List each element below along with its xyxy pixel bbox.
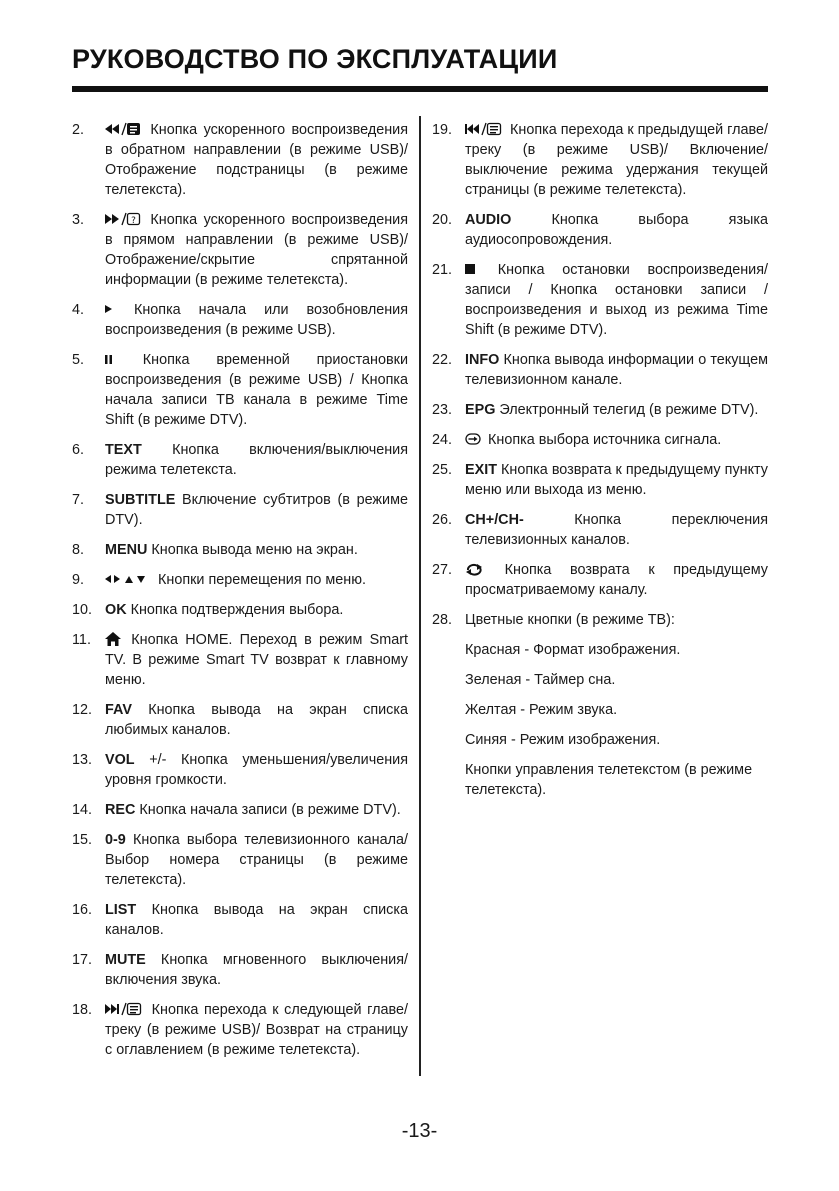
color-button-blue: Синяя - Режим изображения. (465, 732, 661, 748)
item-number: 21. (432, 262, 453, 278)
item-text: Кнопка перехода к следующей главе/треку (в режиме USB)/ Возврат на страницу с оглавлением (в режиме телетекста). (105, 1002, 408, 1058)
item-number: 10. (72, 602, 93, 618)
item-text: Кнопка выбора источника сигнала. (484, 432, 722, 448)
item-number: 9. (72, 572, 85, 588)
list-item (72, 120, 408, 200)
item-text: Электронный телегид (в режиме DTV). (495, 402, 759, 418)
item-text: Кнопка начала или возобновления воспроизведения (в режиме USB). (105, 302, 408, 338)
button-key-label: AUDIO (465, 212, 512, 228)
item-number: 2. (72, 122, 85, 138)
item-number: 19. (432, 122, 453, 138)
item-text: Кнопка уменьшения/увеличения уровня громкости. (105, 752, 408, 788)
item-number: 6. (72, 442, 85, 458)
item-text: Кнопка остановки воспроизведения/ записи / Кнопка остановки записи / воспроизведения и выход из режима Time Shift (в режиме DTV). (465, 262, 768, 338)
item-text: Кнопка подтверждения выбора. (126, 602, 344, 618)
list-item (72, 1000, 408, 1060)
list-item (432, 610, 768, 630)
home-icon (105, 632, 121, 646)
item-text: Кнопка ускоренного воспроизведения в прямом направлении (в режиме USB)/ Отображение/скрытие спрятанной информации (в режиме телетекста). (105, 212, 408, 288)
item-text: Кнопка вывода на экран списка любимых каналов. (105, 702, 408, 738)
button-key-label: REC (105, 802, 136, 818)
item-text: Кнопка мгновенного выключения/ включения звука. (105, 952, 408, 988)
item-number: 25. (432, 462, 453, 478)
list-item (72, 830, 408, 890)
item-number: 22. (432, 352, 453, 368)
item-number: 13. (72, 752, 93, 768)
page-number: -13- (401, 1120, 438, 1142)
item-number: 27. (432, 562, 453, 578)
item-text: Кнопка ускоренного воспроизведения в обратном направлении (в режиме USB)/ Отображение подстраницы (в режиме телетекста). (105, 122, 408, 198)
item-number: 7. (72, 492, 85, 508)
arrow-keys-icon (105, 572, 151, 586)
button-key-label: FAV (105, 702, 132, 718)
item-number: 24. (432, 432, 453, 448)
column-divider (419, 116, 421, 1076)
teletext-controls-note: Кнопки управления телетекстом (в режиме телетекста). (465, 762, 753, 798)
pause-icon (105, 352, 113, 366)
left-column (72, 120, 408, 1070)
list-item (72, 570, 408, 590)
item-number: 26. (432, 512, 453, 528)
button-key-label: OK (105, 602, 127, 618)
item-text: Кнопка вывода меню на экран. (147, 542, 358, 558)
list-item (72, 440, 408, 480)
list-item (72, 350, 408, 430)
list-item (72, 490, 408, 530)
button-key-label: VOL (105, 752, 135, 768)
svg-text:?: ? (131, 216, 136, 226)
item-text: Кнопка вывода на экран списка каналов. (105, 902, 408, 938)
list-item (432, 350, 768, 390)
color-button-green: Зеленая - Таймер сна. (465, 672, 616, 688)
button-key-label: EXIT (465, 462, 497, 478)
item-number: 15. (72, 832, 93, 848)
list-item (72, 630, 408, 690)
color-button-yellow: Желтая - Режим звука. (465, 702, 618, 718)
color-button-red: Красная - Формат изображения. (465, 642, 681, 658)
item-number: 8. (72, 542, 85, 558)
list-item (72, 540, 408, 560)
source-icon (465, 432, 481, 446)
item-number: 12. (72, 702, 93, 718)
recall-icon (465, 562, 483, 576)
item-text: Включение субтитров (в режиме DTV). (105, 492, 408, 528)
button-key-suffix: +/- (134, 752, 167, 768)
play-icon (105, 302, 113, 316)
button-key-label: 0-9 (105, 832, 126, 848)
item-text: Кнопки перемещения по меню. (154, 572, 367, 588)
list-item (72, 600, 408, 620)
item-text: Кнопка временной приостановки воспроизведения (в режиме USB) / Кнопка начала записи ТВ канала в режиме Time Shift (в режиме DTV). (105, 352, 408, 428)
list-item (432, 560, 768, 600)
list-item (72, 700, 408, 740)
button-key-label: MENU (105, 542, 148, 558)
right-column (432, 120, 768, 810)
prev-hold-icon (465, 122, 503, 136)
list-item (432, 400, 768, 420)
item-number: 17. (72, 952, 93, 968)
item-number: 18. (72, 1002, 93, 1018)
list-item (432, 260, 768, 340)
item-text: Кнопка перехода к предыдущей главе/треку (в режиме USB)/ Включение/ выключение режима удержания текущей страницы (в режиме телетекста). (465, 122, 768, 198)
list-item (432, 430, 768, 450)
button-key-label: INFO (465, 352, 500, 368)
item-number: 16. (72, 902, 93, 918)
item-text: Кнопка возврата к предыдущему пункту меню или выхода из меню. (465, 462, 768, 498)
button-key-label: CH+/CH- (465, 512, 524, 528)
item-text: Кнопка HOME. Переход в режим Smart TV. В режиме Smart TV возврат к главному меню. (105, 632, 408, 688)
button-key-label: SUBTITLE (105, 492, 176, 508)
fast-forward-reveal-icon (105, 212, 141, 226)
item-text: Цветные кнопки (в режиме ТВ): (465, 612, 675, 628)
list-item (72, 950, 408, 990)
button-key-label: MUTE (105, 952, 146, 968)
title-rule (72, 86, 768, 92)
item-text: Кнопка выбора телевизионного канала/ Выбор номера страницы (в режиме телетекста). (105, 832, 408, 888)
stop-icon (465, 262, 477, 276)
list-item (72, 750, 408, 790)
item-text: Кнопка переключения телевизионных каналов. (465, 512, 768, 548)
list-item (72, 210, 408, 290)
item-number: 4. (72, 302, 85, 318)
item-text: Кнопка выбора языка аудиосопровождения. (465, 212, 768, 248)
item-number: 20. (432, 212, 453, 228)
list-item (432, 510, 768, 550)
item-number: 23. (432, 402, 453, 418)
button-key-label: TEXT (105, 442, 142, 458)
item-number: 11. (72, 632, 91, 648)
list-item (432, 460, 768, 500)
list-item (72, 900, 408, 940)
item-number: 3. (72, 212, 85, 228)
item-number: 28. (432, 612, 453, 628)
button-key-label: EPG (465, 402, 496, 418)
list-item (72, 300, 408, 340)
item-text: Кнопка возврата к предыдущему просматриваемому каналу. (465, 562, 768, 598)
list-item (72, 800, 408, 820)
next-index-icon (105, 1002, 143, 1016)
item-text: Кнопка включения/выключения режима телетекста. (105, 442, 408, 478)
item-number: 14. (72, 802, 93, 818)
item-text: Кнопка вывода информации о текущем телевизионном канале. (465, 352, 768, 388)
page-title: РУКОВОДСТВО ПО ЭКСПЛУАТАЦИИ (72, 44, 558, 74)
item-text: Кнопка начала записи (в режиме DTV). (135, 802, 401, 818)
rewind-subpage-icon (105, 122, 141, 136)
item-number: 5. (72, 352, 85, 368)
list-item (432, 210, 768, 250)
list-item (432, 120, 768, 200)
button-key-label: LIST (105, 902, 137, 918)
